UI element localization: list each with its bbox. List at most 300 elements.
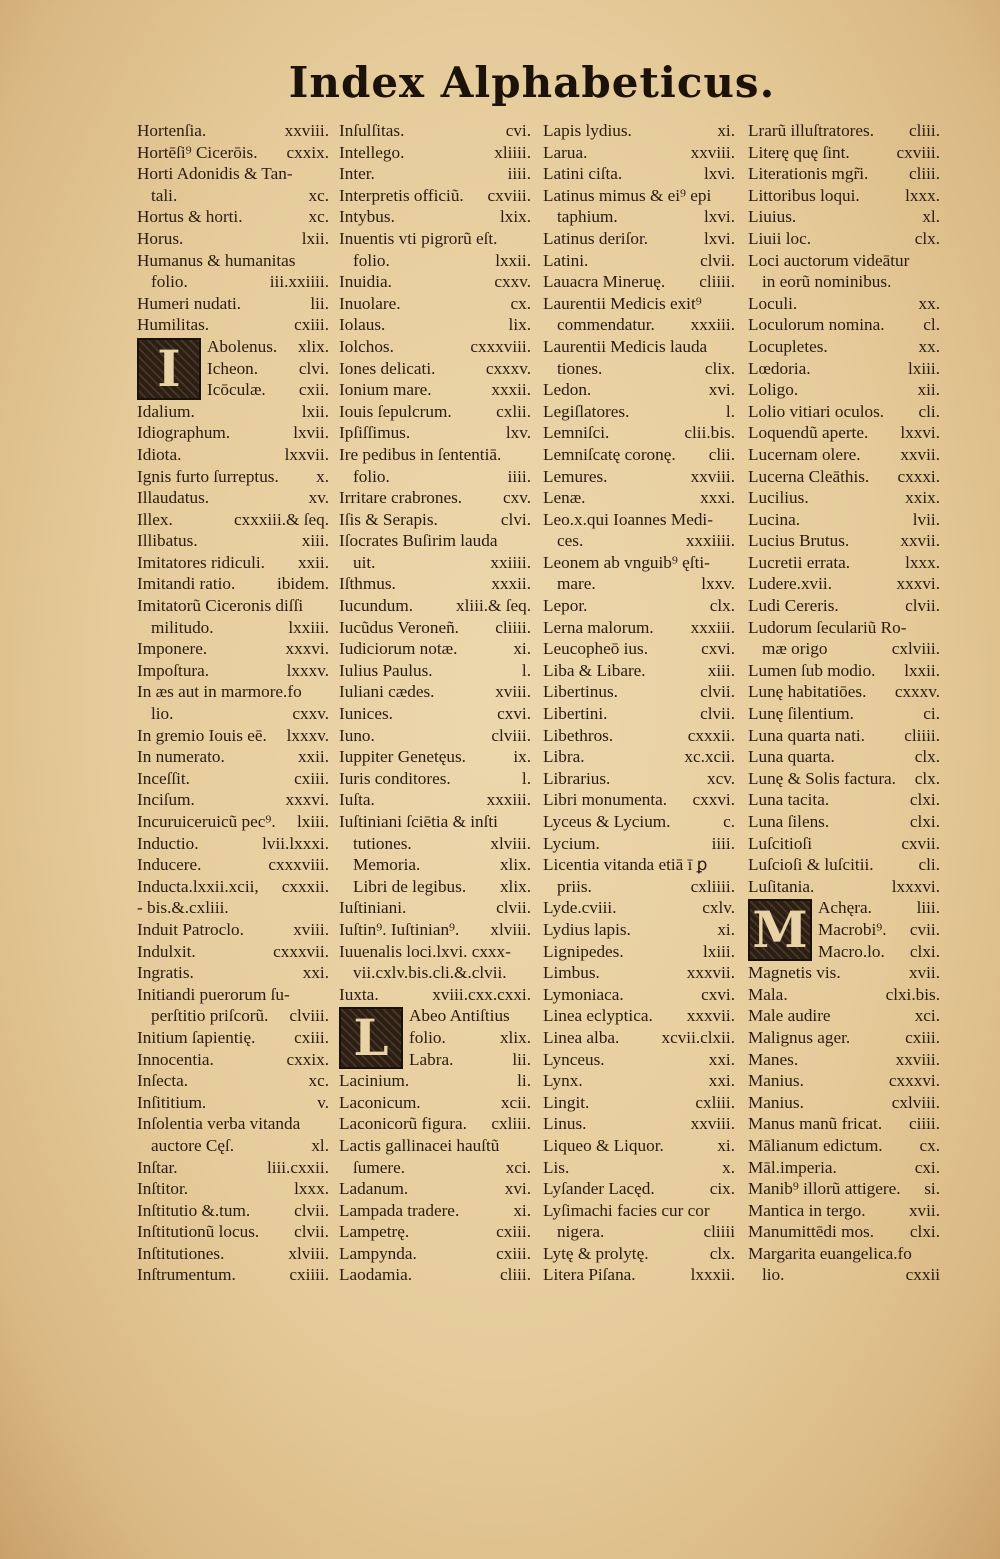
entry-term: Lunę & Solis factura. [748, 768, 896, 788]
entry-folio: clviii. [491, 725, 531, 745]
index-entry [748, 1113, 940, 1135]
entry-term: Horus. [137, 228, 184, 248]
entry-folio: clvii. [700, 250, 735, 270]
entry-term: Luſcioſi & luſcitii. [748, 855, 874, 875]
index-entry [137, 250, 329, 272]
index-entry [339, 185, 531, 207]
entry-term: Iolaus. [339, 315, 386, 335]
entry-folio: cxiii. [496, 1243, 531, 1263]
index-entry [137, 573, 329, 595]
entry-folio: cliii. [908, 164, 940, 184]
page-title: Index Alphabeticus. [288, 58, 776, 107]
entry-term: Abeo Antiſtius [409, 1006, 510, 1026]
entry-folio: cxii. [298, 380, 329, 400]
index-entry [339, 1113, 531, 1135]
entry-folio: cliiii. [904, 725, 940, 745]
entry-folio: lxxxvi. [891, 876, 940, 896]
index-entry [137, 1243, 329, 1265]
index-entry [543, 768, 735, 790]
entry-term: Macro.lo. [818, 941, 885, 961]
entry-term: Lampada tradere. [339, 1200, 460, 1220]
entry-folio: clvi. [500, 509, 531, 529]
index-entry [748, 142, 940, 164]
index-entry [339, 897, 531, 919]
index-entry [748, 1200, 940, 1222]
entry-folio: x. [722, 1157, 735, 1177]
entry-term: vii.cxlv.bis.cli.&.clvii. [353, 963, 507, 983]
entry-term: Intybus. [339, 207, 395, 227]
index-entry [137, 1264, 329, 1286]
index-entry [339, 1200, 531, 1222]
entry-term: Lunę ſilentium. [748, 704, 854, 724]
entry-term: Iouis ſepulcrum. [339, 401, 452, 421]
index-entry [137, 293, 329, 315]
index-entry [137, 789, 329, 811]
entry-term: Libertini. [543, 704, 608, 724]
entry-folio: iiii. [507, 466, 531, 486]
entry-term: Lepor. [543, 596, 588, 616]
entry-folio: xvii. [908, 1200, 940, 1220]
index-entry [543, 876, 735, 898]
entry-term: Lytę & prolytę. [543, 1243, 649, 1263]
entry-term: Ledon. [543, 380, 592, 400]
index-entry [137, 1070, 329, 1092]
index-entry [339, 876, 531, 898]
entry-term: Illaudatus. [137, 488, 210, 508]
entry-term: Ignis furto ſurreptus. [137, 466, 279, 486]
entry-term: Manes. [748, 1049, 799, 1069]
index-entry [748, 617, 940, 639]
index-entry [543, 1157, 735, 1179]
entry-term: Inducta.lxxii.xcii, [137, 876, 259, 896]
index-entry [137, 595, 329, 617]
entry-term: Literationis mgr̃i. [748, 164, 869, 184]
entry-folio: xi. [513, 1200, 531, 1220]
entry-term: Lucernam olere. [748, 444, 861, 464]
index-entry [137, 703, 329, 725]
entry-term: Latini. [543, 250, 589, 270]
index-entry [339, 552, 531, 574]
index-entry [543, 833, 735, 855]
entry-folio: xxxvi. [285, 790, 329, 810]
entry-folio: clx. [709, 596, 735, 616]
entry-folio: cxxxvi. [888, 1071, 940, 1091]
entry-term: Lrarũ illuſtratores. [748, 121, 874, 140]
index-entry [137, 314, 329, 336]
entry-term: Lyſander Lacęd. [543, 1179, 655, 1199]
index-entry [543, 660, 735, 682]
index-entry [543, 789, 735, 811]
index-entry [748, 314, 940, 336]
index-entry [748, 552, 940, 574]
index-entry [543, 509, 735, 531]
index-entry [137, 401, 329, 423]
index-entry [748, 444, 940, 466]
entry-folio: xxi. [708, 1071, 735, 1091]
entry-folio: l. [521, 660, 531, 680]
index-entry [543, 228, 735, 250]
entry-term: Iunices. [339, 704, 393, 724]
entry-folio: xxii. [297, 747, 329, 767]
entry-folio: lxiii. [703, 941, 735, 961]
index-entry [748, 941, 940, 963]
index-entry [543, 185, 735, 207]
entry-folio: cliiii. [699, 272, 735, 292]
index-entry [339, 509, 531, 531]
entry-term: Inſtitor. [137, 1179, 189, 1199]
index-entry [748, 1049, 940, 1071]
entry-folio: xl. [922, 207, 940, 227]
entry-term: Liuii loc. [748, 228, 812, 248]
entry-term: Lolio vitiari oculos. [748, 401, 885, 421]
entry-folio: cxv. [503, 488, 531, 508]
index-entry [543, 1049, 735, 1071]
entry-term: Achęra. [818, 898, 872, 918]
entry-term: Latinus deriſor. [543, 228, 649, 248]
entry-term: Imitatores ridiculi. [137, 552, 265, 572]
entry-term: Lucerna Cleāthis. [748, 466, 870, 486]
index-entry [339, 638, 531, 660]
index-entry [137, 919, 329, 941]
entry-folio: ibidem. [276, 574, 329, 594]
entry-folio: ciiii. [908, 1114, 940, 1134]
entry-term: Ludorum ſeculariũ Ro- [748, 617, 907, 637]
entry-term: Luna tacita. [748, 790, 830, 810]
entry-folio: clxi.bis. [885, 984, 940, 1004]
entry-folio: lxxvii. [284, 444, 329, 464]
index-entry [339, 789, 531, 811]
entry-term: Magnetis vis. [748, 963, 841, 983]
entry-folio: xlix. [499, 876, 531, 896]
entry-folio: lxxx. [905, 552, 940, 572]
entry-term: Larua. [543, 142, 588, 162]
entry-folio: xxi. [302, 963, 329, 983]
entry-term: lio. [151, 704, 174, 724]
index-entry [748, 876, 940, 898]
entry-term: Inſulſitas. [339, 121, 405, 140]
entry-folio: xx. [918, 293, 940, 313]
entry-term: Ire pedibus in ſententiā. [339, 444, 502, 464]
index-entry [339, 206, 531, 228]
entry-folio: l. [725, 401, 735, 421]
entry-folio: xxviii. [895, 1049, 940, 1069]
entry-term: Librarius. [543, 768, 611, 788]
entry-term: Luſcitioſi [748, 833, 812, 853]
index-entry [137, 854, 329, 876]
entry-term: Incuruiceruicũ pec⁹. [137, 812, 276, 831]
entry-folio: cxxv. [494, 272, 531, 292]
entry-term: Loculorum nomina. [748, 315, 885, 335]
entry-folio: xviii. [495, 682, 531, 702]
entry-term: Lynx. [543, 1071, 583, 1091]
entry-folio: lxv. [505, 423, 531, 443]
index-entry [137, 466, 329, 488]
entry-term: Imponere. [137, 639, 208, 659]
entry-term: Mala. [748, 984, 788, 1004]
entry-folio: xxiiii. [490, 552, 531, 572]
index-entry [748, 768, 940, 790]
index-entry [748, 185, 940, 207]
entry-term: Inſititium. [137, 1092, 207, 1112]
entry-folio: cvi. [505, 121, 531, 140]
entry-folio: lxxxv. [286, 660, 329, 680]
entry-term: Idiographum. [137, 423, 231, 443]
entry-term: Māl.imperia. [748, 1157, 837, 1177]
entry-term: Lymoniaca. [543, 984, 624, 1004]
entry-folio: clxi. [909, 1222, 940, 1242]
index-entry [137, 142, 329, 164]
entry-folio: cxi. [914, 1157, 940, 1177]
entry-term: Manumittēdi mos. [748, 1222, 875, 1242]
entry-term: Iſthmus. [339, 574, 396, 594]
index-entry [543, 444, 735, 466]
entry-term: mare. [557, 574, 596, 594]
entry-folio: clxi. [909, 812, 940, 831]
index-entry [339, 962, 531, 984]
entry-term: Latinus mimus & ei⁹ epi [543, 185, 712, 205]
entry-folio: xc. [308, 185, 329, 205]
entry-folio: lxiii. [297, 812, 329, 831]
entry-folio: liii. [916, 898, 940, 918]
entry-folio: cxvi. [701, 639, 735, 659]
entry-term: Liba & Libare. [543, 660, 646, 680]
index-entry [339, 444, 531, 466]
entry-term: Ionium mare. [339, 380, 432, 400]
entry-term: Lydius lapis. [543, 919, 631, 939]
entry-term: Ladanum. [339, 1179, 409, 1199]
entry-folio: xcvii.clxii. [661, 1027, 735, 1047]
entry-term: Legiſlatores. [543, 401, 630, 421]
entry-term: Libri monumenta. [543, 790, 668, 810]
index-entry [339, 746, 531, 768]
entry-term: tiones. [557, 358, 603, 378]
entry-folio: clvii. [294, 1222, 329, 1242]
index-entry [543, 811, 735, 833]
entry-term: Locupletes. [748, 336, 828, 356]
entry-term: Indulxit. [137, 941, 196, 961]
entry-folio: xxxii. [491, 574, 531, 594]
entry-folio: lvii.lxxxi. [262, 833, 329, 853]
index-entry [137, 617, 329, 639]
index-entry [543, 163, 735, 185]
entry-folio: clii.bis. [684, 423, 735, 443]
entry-term: Labra. [409, 1049, 454, 1069]
entry-term: Ipſiſſimus. [339, 423, 411, 443]
entry-folio: cxxxii. [281, 876, 329, 896]
entry-folio: lxxx. [294, 1179, 329, 1199]
entry-folio: clvii. [700, 704, 735, 724]
entry-folio: lxxiii. [288, 617, 329, 637]
index-entry [748, 1005, 940, 1027]
index-entry [137, 422, 329, 444]
entry-term: Iuſtin⁹. Iuſtinian⁹. [339, 919, 460, 939]
entry-term: Induit Patroclo. [137, 919, 244, 939]
entry-folio: cxiiii. [289, 1265, 329, 1285]
index-entry [748, 1027, 940, 1049]
entry-term: Lœdoria. [748, 358, 811, 378]
index-entry [748, 120, 940, 142]
entry-folio: cxliii. [695, 1092, 735, 1112]
index-entry [339, 1157, 531, 1179]
entry-folio: xxxvii. [686, 1006, 735, 1026]
entry-term: Latini ciſta. [543, 164, 623, 184]
entry-term: Iuuenalis loci.lxvi. cxxx- [339, 941, 511, 961]
entry-folio: iii.xxiiii. [269, 272, 329, 292]
index-entry [339, 228, 531, 250]
entry-term: Irritare crabrones. [339, 488, 463, 508]
entry-term: Lynceus. [543, 1049, 605, 1069]
index-entry [339, 1092, 531, 1114]
index-entry [748, 358, 940, 380]
entry-term: Inſtitutiones. [137, 1243, 225, 1263]
entry-folio: xxxiii. [690, 617, 735, 637]
index-entry [339, 984, 531, 1006]
entry-term: Inuolare. [339, 293, 401, 313]
index-entry [339, 1243, 531, 1265]
entry-term: Lumen ſub modio. [748, 660, 876, 680]
entry-folio: cxvii. [901, 833, 940, 853]
entry-folio: clvi. [298, 358, 329, 378]
entry-term: Littoribus loqui. [748, 185, 860, 205]
index-entry [137, 358, 329, 380]
entry-term: Luna ſilens. [748, 812, 830, 831]
entry-term: Inſecta. [137, 1071, 189, 1091]
index-entry [543, 1178, 735, 1200]
entry-term: Humeri nudati. [137, 293, 242, 313]
entry-term: Linus. [543, 1114, 587, 1134]
entry-term: taphium. [557, 207, 618, 227]
index-entry [137, 1221, 329, 1243]
entry-term: Inciſum. [137, 790, 195, 810]
index-entry [339, 314, 531, 336]
entry-term: Initiandi puerorum ſu- [137, 984, 290, 1004]
entry-term: Lucina. [748, 509, 801, 529]
index-entry [137, 379, 329, 401]
entry-folio: cxxix. [286, 142, 329, 162]
entry-term: Literę quę ſint. [748, 142, 850, 162]
index-entry [748, 638, 940, 660]
entry-folio: clx. [914, 228, 940, 248]
entry-folio: xxxvi. [285, 639, 329, 659]
index-entry [543, 314, 735, 336]
entry-term: Lingit. [543, 1092, 590, 1112]
entry-folio: xxvii. [900, 444, 940, 464]
entry-term: Ingratis. [137, 963, 194, 983]
entry-folio: xliii.& ſeq. [456, 596, 531, 616]
entry-term: Abolenus. [207, 336, 278, 356]
entry-term: mæ origo [762, 639, 828, 659]
entry-term: Libethros. [543, 725, 614, 745]
entry-term: Linea eclyptica. [543, 1006, 653, 1026]
entry-folio: cxxvi. [692, 790, 735, 810]
entry-folio: xxxvii. [686, 963, 735, 983]
entry-folio: cxliiii. [690, 876, 735, 896]
entry-term: lio. [762, 1265, 785, 1285]
index-entry [339, 466, 531, 488]
entry-folio: xxii. [297, 552, 329, 572]
index-entry [543, 941, 735, 963]
index-entry [748, 1157, 940, 1179]
index-entry [339, 1070, 531, 1092]
entry-term: Icheon. [207, 358, 259, 378]
entry-term: uit. [353, 552, 376, 572]
index-entry [137, 1135, 329, 1157]
entry-term: Margarita euangelica.fo [748, 1243, 912, 1263]
entry-folio: xlviii. [490, 919, 531, 939]
entry-term: Limbus. [543, 963, 600, 983]
entry-term: Ludi Cereris. [748, 596, 839, 616]
entry-term: Illibatus. [137, 531, 198, 551]
entry-folio: xiii. [707, 660, 735, 680]
entry-term: Luna quarta nati. [748, 725, 865, 745]
index-entry [543, 854, 735, 876]
entry-folio: cx. [510, 293, 531, 313]
entry-folio: xi. [717, 919, 735, 939]
entry-folio: cxxii [905, 1265, 940, 1285]
entry-folio: xlix. [499, 855, 531, 875]
index-entry [748, 530, 940, 552]
index-entry [543, 250, 735, 272]
entry-folio: cxxix. [286, 1049, 329, 1069]
entry-folio: clx. [914, 768, 940, 788]
drop-cap-initial: L [339, 1007, 403, 1069]
entry-folio: cxxxviii. [470, 336, 531, 356]
entry-folio: cxxxviii. [268, 855, 329, 875]
index-entry [137, 1157, 329, 1179]
entry-folio: xiii. [301, 531, 329, 551]
entry-term: Iuſtiniani. [339, 898, 407, 918]
entry-term: Inuentis vti pigrorũ eſt. [339, 228, 498, 248]
entry-folio: xxviii. [690, 466, 735, 486]
index-entry [543, 1221, 735, 1243]
entry-folio: x. [316, 466, 329, 486]
entry-folio: lxvi. [703, 164, 735, 184]
index-entry [137, 725, 329, 747]
entry-term: Lampetrę. [339, 1222, 410, 1242]
entry-term: Icōculæ. [207, 380, 266, 400]
index-entry [339, 617, 531, 639]
entry-folio: v. [317, 1092, 329, 1112]
entry-term: Inducere. [137, 855, 202, 875]
entry-term: Lunę habitatiōes. [748, 682, 867, 702]
index-entry [748, 811, 940, 833]
index-entry [339, 487, 531, 509]
entry-folio: clii. [708, 444, 735, 464]
entry-term: Lucretii errata. [748, 552, 851, 572]
index-entry [339, 530, 531, 552]
index-entry [543, 1264, 735, 1286]
entry-term: Litera Piſana. [543, 1265, 636, 1285]
entry-folio: xxxiii. [690, 315, 735, 335]
index-entry [543, 725, 735, 747]
index-entry [137, 768, 329, 790]
entry-term: militudo. [151, 617, 214, 637]
index-entry [543, 1092, 735, 1114]
index-entry [543, 1113, 735, 1135]
entry-folio: lii. [512, 1049, 531, 1069]
index-entry [748, 228, 940, 250]
index-entry [543, 1243, 735, 1265]
index-column-1 [137, 120, 329, 1286]
entry-folio: xxi. [708, 1049, 735, 1069]
index-entry [543, 1005, 735, 1027]
index-entry [543, 919, 735, 941]
index-entry [543, 617, 735, 639]
index-entry [339, 703, 531, 725]
entry-folio: xvi. [708, 380, 735, 400]
index-entry [137, 876, 329, 898]
index-entry [137, 1049, 329, 1071]
